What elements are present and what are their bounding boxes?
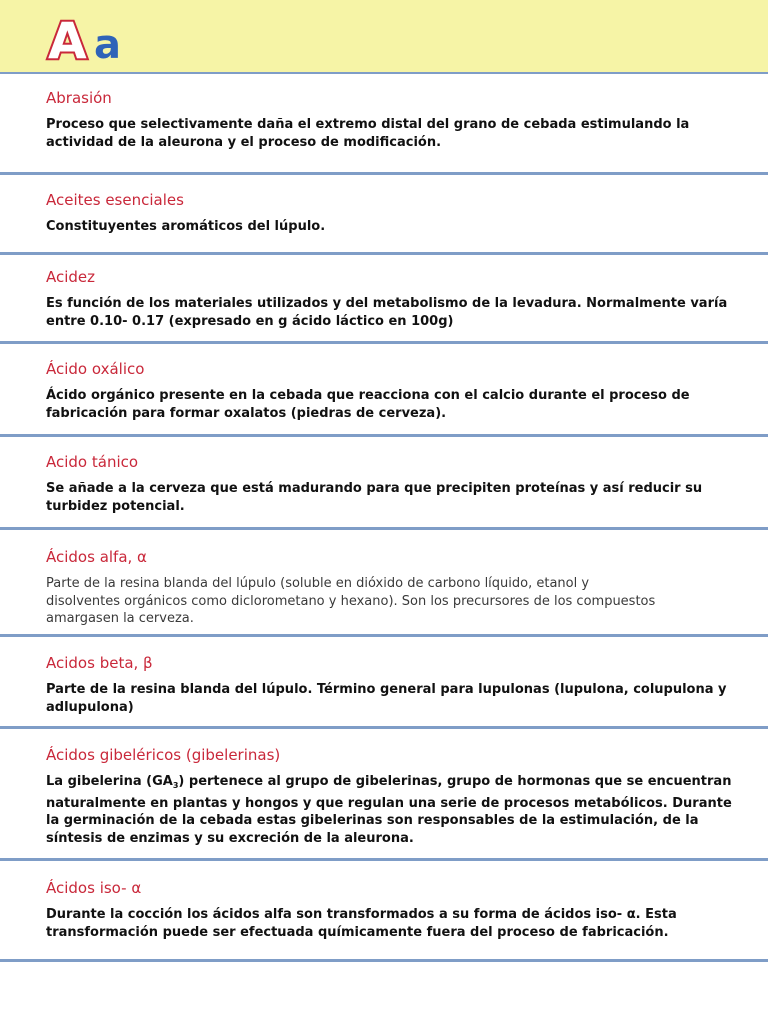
entry-definition	[46, 480, 736, 515]
definition-line: Es función de los materiales utilizados y del metabolismo de la levadura. Normalmente varía	[46, 296, 728, 311]
entry-term: Ácidos iso- α	[46, 879, 142, 897]
letter-a-logo	[44, 4, 144, 70]
glossary-entry	[46, 745, 736, 847]
definition-line: disolventes orgánicos como diclorometano y hexano). Son los precursores de los compuestos	[46, 593, 656, 609]
definition-line: la germinación de la cebada estas gibelerinas son responsables de la estimulación, de la	[46, 813, 699, 828]
entry-definition	[46, 218, 736, 236]
definition-line	[46, 774, 731, 789]
definition-line: Se añade a la cerveza que está madurando para que precipiten proteínas y así reducir su	[46, 481, 703, 496]
logo-uppercase-a: A	[48, 12, 87, 70]
glossary-entry	[46, 452, 736, 515]
definition-line: Ácido orgánico presente en la cebada que reacciona con el calcio durante el proceso de	[46, 388, 690, 403]
entry-divider	[0, 527, 768, 530]
entry-definition	[46, 681, 736, 716]
entry-term: Ácidos alfa, α	[46, 548, 147, 566]
entry-definition	[46, 116, 736, 151]
glossary-entry	[46, 878, 736, 941]
entry-divider	[0, 172, 768, 175]
entry-definition	[46, 575, 736, 628]
definition-line: Proceso que selectivamente daña el extremo distal del grano de cebada estimulando la	[46, 117, 690, 132]
glossary-entry	[46, 190, 736, 236]
definition-line: turbidez potencial.	[46, 498, 185, 514]
entry-term: Ácidos gibeléricos (gibelerinas)	[46, 746, 281, 764]
glossary-entry	[46, 267, 736, 330]
entry-term: Acidos beta, β	[46, 654, 153, 672]
definition-text: ) pertenece al grupo de gibelerinas, grupo de hormonas que se encuentran	[178, 774, 732, 789]
entry-term: Aceites esenciales	[46, 191, 184, 209]
entry-divider	[0, 434, 768, 437]
definition-line: entre 0.10- 0.17 (expresado en g ácido láctico en 100g)	[46, 313, 454, 329]
entry-definition	[46, 295, 736, 330]
entry-definition	[46, 773, 736, 847]
definition-line: Parte de la resina blanda del lúpulo. Término general para lupulonas (lupulona, colupulona y	[46, 682, 727, 697]
definition-line: Durante la cocción los ácidos alfa son transformados a su forma de ácidos iso- α. Esta	[46, 907, 677, 922]
entry-term: Ácido oxálico	[46, 360, 145, 378]
entry-definition	[46, 387, 736, 422]
entry-divider	[0, 726, 768, 729]
definition-line: Constituyentes aromáticos del lúpulo.	[46, 219, 326, 234]
logo-lowercase-a: a	[94, 22, 121, 68]
definition-text: La gibelerina (GA	[46, 774, 173, 789]
header-divider	[0, 72, 768, 74]
entry-divider	[0, 341, 768, 344]
glossary-entry	[46, 547, 736, 628]
definition-line: fabricación para formar oxalatos (piedras de cerveza).	[46, 405, 447, 421]
glossary-entry	[46, 653, 736, 716]
definition-line: adlupulona)	[46, 699, 134, 715]
definition-line: actividad de la aleurona y el proceso de modificación.	[46, 134, 442, 150]
definition-line: transformación puede ser efectuada químicamente fuera del proceso de fabricación.	[46, 924, 669, 940]
definition-line: naturalmente en plantas y hongos y que regulan una serie de procesos metabólicos. Durante	[46, 795, 732, 811]
entry-divider	[0, 959, 768, 962]
definition-line: síntesis de enzimas y su excreción de la aleurona.	[46, 830, 414, 846]
entry-term: Acidez	[46, 268, 96, 286]
subscript: 3	[172, 781, 179, 790]
definition-line: Parte de la resina blanda del lúpulo (soluble en dióxido de carbono líquido, etanol y	[46, 576, 590, 591]
glossary-entry	[46, 359, 736, 422]
entry-term: Acido tánico	[46, 453, 139, 471]
definition-line: amargasen la cerveza.	[46, 611, 194, 626]
entry-divider	[0, 858, 768, 861]
entry-term: Abrasión	[46, 89, 112, 107]
glossary-entry	[46, 88, 736, 151]
entry-divider	[0, 634, 768, 637]
entry-definition	[46, 906, 736, 941]
entry-divider	[0, 252, 768, 255]
